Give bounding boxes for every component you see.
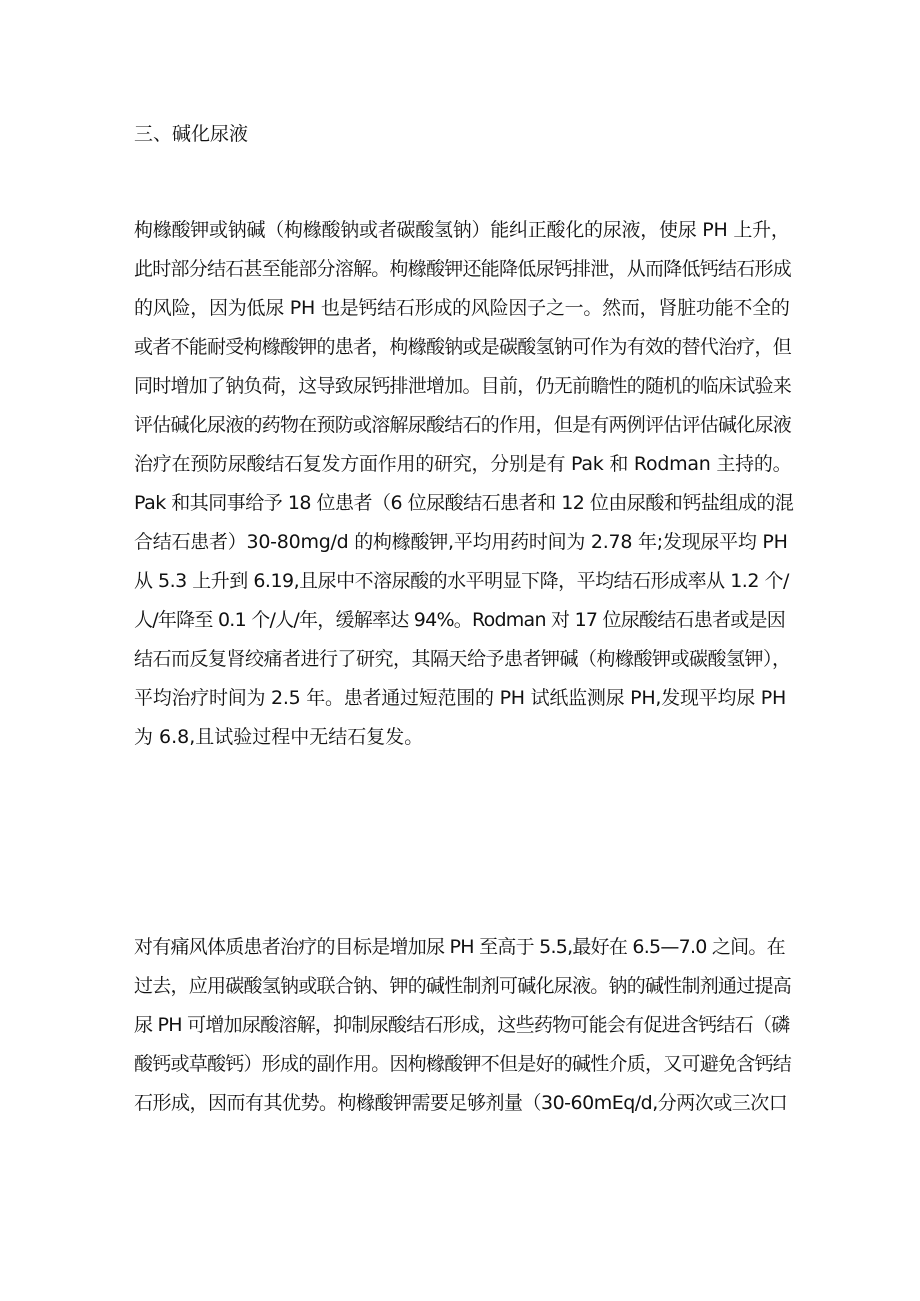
text-line: 此时部分结石甚至能部分溶解。枸橼酸钾还能降低尿钙排泄，从而降低钙结石形成: [134, 258, 792, 280]
text-line: 对有痛风体质患者治疗的目标是增加尿 PH 至高于 5.5,最好在 6.5—7.0 之间。在: [134, 936, 785, 958]
text-line: 石形成，因而有其优势。枸橼酸钾需要足够剂量（30-60mEq/d,分两次或三次口: [134, 1092, 788, 1114]
paragraph-gout-treatment-goal: [134, 928, 794, 1123]
text-line: 尿 PH 可增加尿酸溶解，抑制尿酸结石形成，这些药物可能会有促进含钙结石（磷: [134, 1014, 790, 1036]
text-line: 结石而反复肾绞痛者进行了研究，其隔天给予患者钾碱（枸橼酸钾或碳酸氢钾），: [134, 648, 791, 670]
text-line: 过去，应用碳酸氢钠或联合钠、钾的碱性制剂可碱化尿液。钠的碱性制剂通过提高: [134, 975, 792, 997]
text-line: 的风险，因为低尿 PH 也是钙结石形成的风险因子之一。然而，肾脏功能不全的: [134, 297, 790, 319]
text-line: 治疗在预防尿酸结石复发方面作用的研究，分别是有 Pak 和 Rodman 主持的。: [134, 453, 792, 475]
paragraph-alkalinize-urine-intro: [134, 211, 794, 757]
text-line: 平均治疗时间为 2.5 年。患者通过短范围的 PH 试纸监测尿 PH,发现平均尿 PH: [134, 687, 786, 709]
text-line: 枸橼酸钾或钠碱（枸橼酸钠或者碳酸氢钠）能纠正酸化的尿液，使尿 PH 上升，: [134, 219, 790, 241]
text-line: 人/年降至 0.1 个/人/年，缓解率达 94%。Rodman 对 17 位尿酸结石患者或是因: [134, 609, 786, 631]
text-line: 为 6.8,且试验过程中无结石复发。: [134, 726, 424, 748]
section-heading: 三、碱化尿液: [134, 123, 249, 145]
text-line: 同时增加了钠负荷，这导致尿钙排泄增加。目前，仍无前瞻性的随机的临床试验来: [134, 375, 792, 397]
text-line: 或者不能耐受枸橼酸钾的患者，枸橼酸钠或是碳酸氢钠可作为有效的替代治疗，但: [134, 336, 792, 358]
text-line: 合结石患者）30-80mg/d 的枸橼酸钾,平均用药时间为 2.78 年;发现尿平均 PH: [134, 531, 788, 553]
text-line: 酸钙或草酸钙）形成的副作用。因枸橼酸钾不但是好的碱性介质，又可避免含钙结: [134, 1053, 792, 1075]
text-line: 评估碱化尿液的药物在预防或溶解尿酸结石的作用，但是有两例评估评估碱化尿液: [134, 414, 792, 436]
text-line: 从 5.3 上升到 6.19,且尿中不溶尿酸的水平明显下降，平均结石形成率从 1.2 个/: [134, 570, 789, 592]
text-line: Pak 和其同事给予 18 位患者（6 位尿酸结石患者和 12 位由尿酸和钙盐组成的混: [134, 492, 794, 514]
